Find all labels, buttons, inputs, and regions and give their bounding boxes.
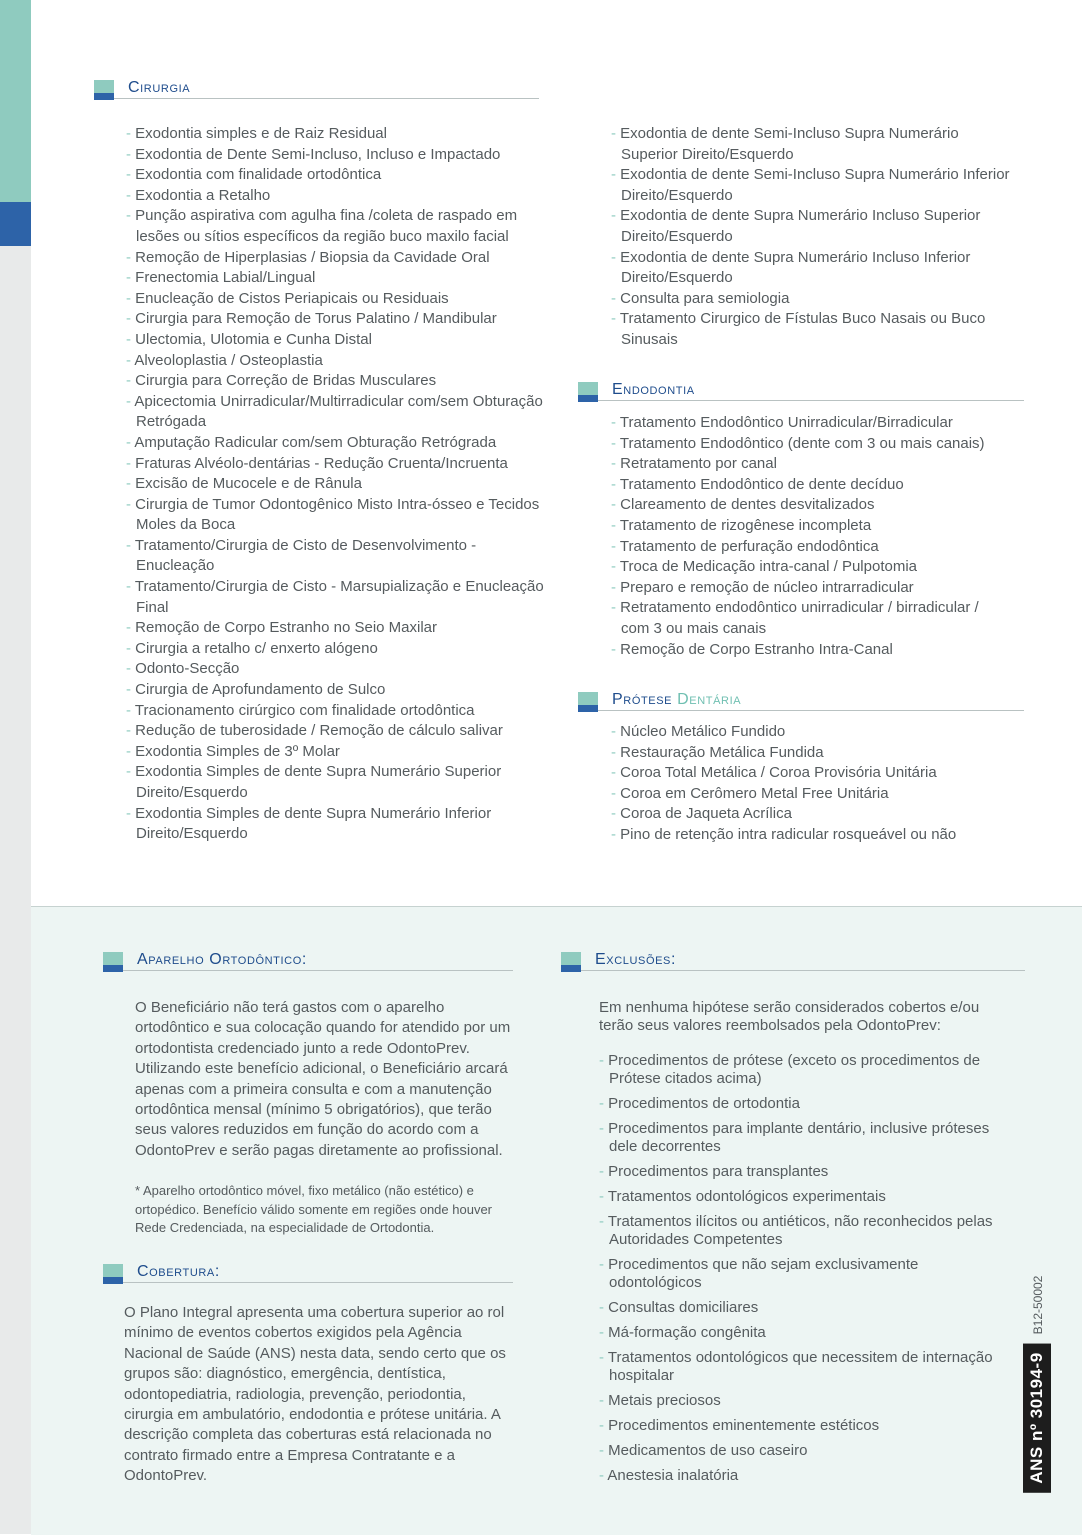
list-item: - Tratamento Endodôntico de dente decíduo	[611, 475, 1011, 496]
list-item: - Exodontia de dente Semi-Incluso Supra Numerário Superior Direito/Esquerdo	[611, 124, 1011, 165]
list-item: - Tratamentos ilícitos ou antiéticos, não reconhecidos pelas Autoridades Competentes	[599, 1213, 1011, 1249]
list-item: - Clareamento de dentes desvitalizados	[611, 495, 1011, 516]
list-protese	[611, 722, 1011, 846]
exclusoes-intro: Em nenhuma hipótese serão considerados cobertos e/ou terão seus valores reembolsados pela OdontoPrev:	[599, 999, 980, 1034]
list-item: - Procedimentos eminentemente estéticos	[599, 1417, 1011, 1435]
list-item: - Cirurgia de Tumor Odontogênico Misto Intra-ósseo e Tecidos Moles da Boca	[126, 495, 546, 536]
list-item: - Cirurgia a retalho c/ enxerto alógeno	[126, 639, 546, 660]
list-exclusoes	[599, 1052, 1011, 1492]
document-code-wrapper	[1030, 1270, 1046, 1340]
ans-registration-badge: ANS nº 30194-9	[1023, 1343, 1051, 1492]
strip-teal-block	[0, 0, 31, 202]
left-decorative-strip	[0, 0, 31, 1534]
list-item: - Exodontia de dente Supra Numerário Incluso Inferior Direito/Esquerdo	[611, 248, 1011, 289]
list-item: - Procedimentos para implante dentário, inclusive próteses dele decorrentes	[599, 1120, 1011, 1156]
section-divider	[598, 710, 1024, 711]
list-item: - Frenectomia Labial/Lingual	[126, 268, 546, 289]
document-code: B12-50002	[1031, 1275, 1045, 1335]
list-item: - Retratamento por canal	[611, 454, 1011, 475]
list-item: - Troca de Medicação intra-canal / Pulpotomia	[611, 557, 1011, 578]
section-header-exclusoes	[561, 950, 1025, 974]
list-item: - Coroa de Jaqueta Acrílica	[611, 804, 1011, 825]
section-square-icon	[561, 952, 581, 972]
list-item: - Tratamento Endodôntico (dente com 3 ou mais canais)	[611, 434, 1011, 455]
list-item: - Procedimentos de ortodontia	[599, 1095, 1011, 1113]
list-item: - Remoção de Corpo Estranho Intra-Canal	[611, 640, 1011, 661]
list-item: - Exodontia Simples de dente Supra Numerário Inferior Direito/Esquerdo	[126, 804, 546, 845]
list-item: - Exodontia de Dente Semi-Incluso, Incluso e Impactado	[126, 145, 546, 166]
list-item: - Tratamento/Cirurgia de Cisto - Marsupialização e Enucleação Final	[126, 577, 546, 618]
list-item: - Exodontia simples e de Raiz Residual	[126, 124, 546, 145]
section-divider	[598, 400, 1024, 401]
section-divider	[123, 970, 513, 971]
section-header-cobertura	[103, 1262, 513, 1286]
section-square-icon	[103, 1264, 123, 1284]
section-title-cirurgia: Cirurgia	[128, 79, 191, 96]
section-divider	[114, 98, 539, 99]
list-item: - Medicamentos de uso caseiro	[599, 1442, 1011, 1460]
section-title-protese	[612, 691, 741, 709]
cobertura-text: O Plano Integral apresenta uma cobertura superior ao rol mínimo de eventos cobertos exigidos pela Agência Nacional de Saúde (ANS) nesta data, sendo certo que os grupos são: diagnóstico, emergência, dentística, odontopediatria, radiologia, prevenção, periodontia, cirurgia em ambulatório, endodontia e prótese unitária. A descrição completa das coberturas está relacionada no contrato firmado entre a Empresa Contratante e a OdontoPrev.	[124, 1304, 506, 1485]
list-endodontia	[611, 413, 1011, 660]
list-item: - Remoção de Corpo Estranho no Seio Maxilar	[126, 618, 546, 639]
section-square-icon	[578, 692, 598, 712]
list-item: - Tratamento Endodôntico Unirradicular/Birradicular	[611, 413, 1011, 434]
list-item: - Tratamento/Cirurgia de Cisto de Desenvolvimento - Enucleação	[126, 536, 546, 577]
list-item: - Procedimentos de prótese (exceto os procedimentos de Prótese citados acima)	[599, 1052, 1011, 1088]
list-item: - Retratamento endodôntico unirradicular / birradicular / com 3 ou mais canais	[611, 598, 1011, 639]
list-item: - Coroa em Cerômero Metal Free Unitária	[611, 784, 1011, 805]
section-title-aparelho: Aparelho Ortodôntico:	[137, 951, 307, 968]
list-item: - Cirurgia para Remoção de Torus Palatino / Mandibular	[126, 309, 546, 330]
section-header-protese	[578, 690, 1024, 714]
list-item: - Anestesia inalatória	[599, 1467, 1011, 1485]
list-item: - Apicectomia Unirradicular/Multirradicular com/sem Obturação Retrógada	[126, 392, 546, 433]
list-item: - Preparo e remoção de núcleo intrarradicular	[611, 578, 1011, 599]
section-title-cobertura: Cobertura:	[137, 1263, 220, 1280]
list-item: - Fraturas Alvéolo-dentárias - Redução Cruenta/Incruenta	[126, 454, 546, 475]
list-item: - Redução de tuberosidade / Remoção de cálculo salivar	[126, 721, 546, 742]
list-item: - Consultas domiciliares	[599, 1299, 1011, 1317]
list-item: - Alveoloplastia / Osteoplastia	[126, 351, 546, 372]
list-item: - Exodontia de dente Semi-Incluso Supra Numerário Inferior Direito/Esquerdo	[611, 165, 1011, 206]
list-item: - Cirurgia de Aprofundamento de Sulco	[126, 680, 546, 701]
ans-registration-wrapper	[1024, 1345, 1050, 1490]
aparelho-note: * Aparelho ortodôntico móvel, fixo metálico (não estético) e ortopédico. Benefício válido somente em regiões onde houver Rede Credenciada, na especialidade de Ortodontia.	[135, 1183, 492, 1235]
list-item: - Tratamento de rizogênese incompleta	[611, 516, 1011, 537]
list-item: - Procedimentos para transplantes	[599, 1163, 1011, 1181]
list-item: - Excisão de Mucocele e de Rânula	[126, 474, 546, 495]
section-square-icon	[94, 80, 114, 100]
section-square-icon	[578, 382, 598, 402]
list-item: - Tratamentos odontológicos que necessitem de internação hospitalar	[599, 1349, 1011, 1385]
section-divider	[123, 1282, 513, 1283]
list-item: - Núcleo Metálico Fundido	[611, 722, 1011, 743]
list-item: - Metais preciosos	[599, 1392, 1011, 1410]
section-header-endodontia	[578, 380, 1024, 404]
list-item: - Exodontia a Retalho	[126, 186, 546, 207]
list-cirurgia	[126, 124, 546, 845]
list-item: - Odonto-Secção	[126, 659, 546, 680]
section-title-endodontia: Endodontia	[612, 381, 695, 398]
list-item: - Tratamento de perfuração endodôntica	[611, 537, 1011, 558]
list-item: - Procedimentos que não sejam exclusivamente odontológicos	[599, 1256, 1011, 1292]
list-item: - Exodontia Simples de dente Supra Numerário Superior Direito/Esquerdo	[126, 762, 546, 803]
list-item: - Restauração Metálica Fundida	[611, 743, 1011, 764]
section-title-protese-accent: Dentária	[677, 691, 742, 708]
strip-blue-block	[0, 202, 31, 246]
list-item: - Tracionamento cirúrgico com finalidade ortodôntica	[126, 701, 546, 722]
section-divider	[581, 970, 1025, 971]
section-title-protese-main: Prótese	[612, 691, 673, 708]
section-square-icon	[103, 952, 123, 972]
list-item: - Punção aspirativa com agulha fina /coleta de raspado em lesões ou sítios específicos da região buco maxilo facial	[126, 206, 546, 247]
list-cirurgia-continued	[611, 124, 1011, 351]
list-item: - Ulectomia, Ulotomia e Cunha Distal	[126, 330, 546, 351]
list-item: - Exodontia de dente Supra Numerário Incluso Superior Direito/Esquerdo	[611, 206, 1011, 247]
section-title-exclusoes: Exclusões:	[595, 951, 677, 968]
list-item: - Coroa Total Metálica / Coroa Provisória Unitária	[611, 763, 1011, 784]
section-header-aparelho	[103, 950, 513, 974]
list-item: - Consulta para semiologia	[611, 289, 1011, 310]
section-header-cirurgia	[94, 78, 539, 102]
list-item: - Tratamentos odontológicos experimentais	[599, 1188, 1011, 1206]
list-item: - Tratamento Cirurgico de Fístulas Buco Nasais ou Buco Sinusais	[611, 309, 1011, 350]
list-item: - Enucleação de Cistos Periapicais ou Residuais	[126, 289, 546, 310]
list-item: - Pino de retenção intra radicular rosqueável ou não	[611, 825, 1011, 846]
list-item: - Má-formação congênita	[599, 1324, 1011, 1342]
list-item: - Exodontia com finalidade ortodôntica	[126, 165, 546, 186]
aparelho-text: O Beneficiário não terá gastos com o aparelho ortodôntico e sua colocação quando for atendido por um ortodontista credenciado junto a rede OdontoPrev. Utilizando este benefício adicional, o Beneficiário arcará apenas com a primeira consulta e com a manutenção ortodôntica mensal (mínimo 5 obrigatórios), que terão seus valores reduzidos em função do acordo com a OdontoPrev e serão pagas diretamente ao profissional.	[135, 999, 511, 1159]
list-item: - Exodontia Simples de 3º Molar	[126, 742, 546, 763]
list-item: - Remoção de Hiperplasias / Biopsia da Cavidade Oral	[126, 248, 546, 269]
list-item: - Cirurgia para Correção de Bridas Musculares	[126, 371, 546, 392]
list-item: - Amputação Radicular com/sem Obturação Retrógrada	[126, 433, 546, 454]
